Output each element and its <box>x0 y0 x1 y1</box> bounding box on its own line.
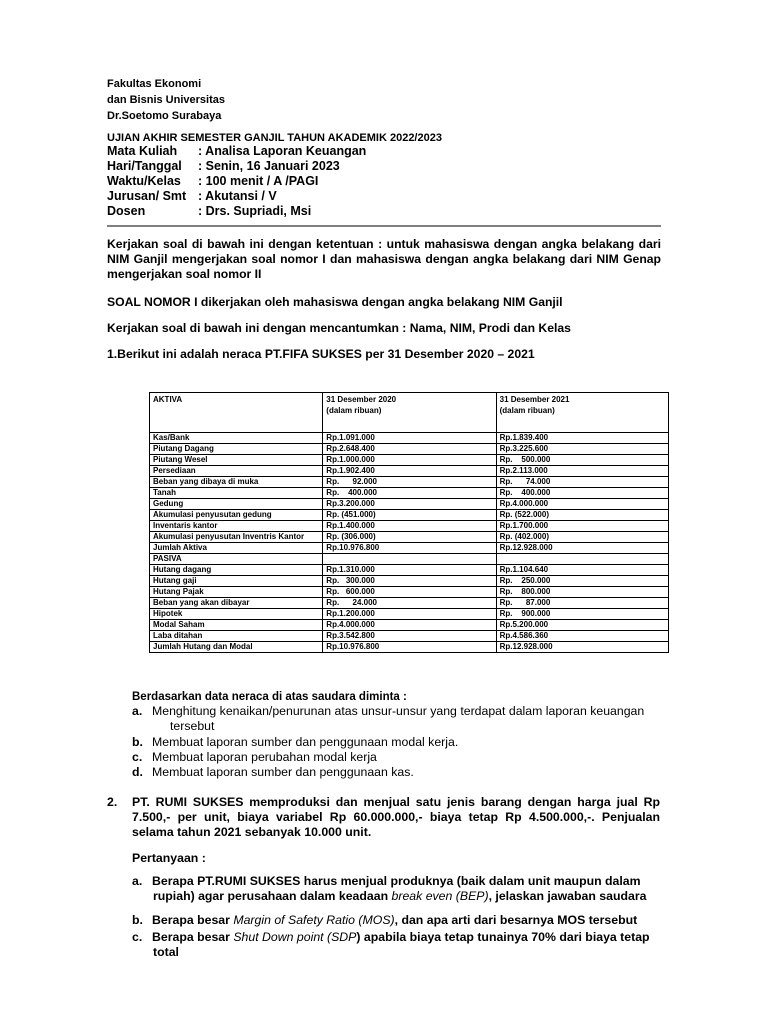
header-divider <box>107 225 661 227</box>
table-row <box>150 499 669 510</box>
value-2021: Rp. 500.000 <box>496 455 668 466</box>
row-label: Persediaan <box>150 466 323 477</box>
task-text: Membuat laporan sumber dan penggunaan kas. <box>152 765 414 779</box>
value-2021: Rp. (522.000) <box>496 510 668 521</box>
value-2020: Rp.3.542.800 <box>323 631 496 642</box>
value-2020: Rp. (451.000) <box>323 510 496 521</box>
value-2021: Rp. 800.000 <box>496 587 668 598</box>
faculty-line-1: Fakultas Ekonomi <box>107 78 202 90</box>
table-row <box>150 620 669 631</box>
task-marker: b. <box>132 735 143 749</box>
q2a-line1: Berapa PT.RUMI SUKSES harus menjual produknya (baik dalam unit maupun dalam <box>152 874 641 888</box>
value-2020: Rp. 92.000 <box>323 477 496 488</box>
table-row <box>150 642 669 653</box>
row-label: Modal Saham <box>150 620 323 631</box>
table-row <box>150 598 669 609</box>
value-2020: Rp.1.091.000 <box>323 433 496 444</box>
header-2020-date: 31 Desember 2020 <box>326 395 397 404</box>
row-label: Beban yang dibaya di muka <box>150 477 323 488</box>
table-header-row <box>150 393 669 433</box>
row-label: PASIVA <box>150 554 323 565</box>
faculty-line-3: Dr.Soetomo Surabaya <box>107 110 222 122</box>
table-row <box>150 576 669 587</box>
q2a-line2b: , jelaskan jawaban saudara <box>488 889 647 903</box>
q2c-b: ) apabila biaya tetap tunainya 70% dari biaya tetap <box>356 930 650 944</box>
value-2020: Rp.4.000.000 <box>323 620 496 631</box>
row-label: Piutang Wesel <box>150 455 323 466</box>
meta-key: Dosen <box>107 204 146 218</box>
row-label: Akumulasi penyusutan gedung <box>150 510 323 521</box>
value-2020: Rp.1.200.000 <box>323 609 496 620</box>
value-2020: Rp.1.310.000 <box>323 565 496 576</box>
row-label: Hutang Pajak <box>150 587 323 598</box>
q2c-a: Berapa besar <box>152 930 234 944</box>
table-row <box>150 488 669 499</box>
value-2020: Rp.1.000.000 <box>323 455 496 466</box>
table-row <box>150 455 669 466</box>
value-2021: Rp.1.104.640 <box>496 565 668 576</box>
q2b-marker: b. <box>132 913 143 927</box>
row-label: Gedung <box>150 499 323 510</box>
meta-row <box>107 174 318 189</box>
value-2021: Rp.5.200.000 <box>496 620 668 631</box>
table-row <box>150 631 669 642</box>
value-2020: Rp.10.976.800 <box>323 543 496 554</box>
value-2021: Rp.3.225.600 <box>496 444 668 455</box>
value-2021: Rp. 900.000 <box>496 609 668 620</box>
row-label: Beban yang akan dibayar <box>150 598 323 609</box>
q2a-bep: break even (BEP) <box>391 889 489 903</box>
table-row <box>150 466 669 477</box>
row-label: Jumlah Hutang dan Modal <box>150 642 323 653</box>
q2b-mos: Margin of Safety Ratio (MOS) <box>233 913 395 927</box>
value-2021: Rp. 74.000 <box>496 477 668 488</box>
header-2021 <box>496 393 668 433</box>
meta-row <box>107 144 366 159</box>
row-label: Hutang dagang <box>150 565 323 576</box>
tasks-intro: Berdasarkan data neraca di atas saudara diminta : <box>132 691 407 703</box>
question-2a <box>132 874 660 889</box>
meta-key: Jurusan/ Smt <box>107 189 187 203</box>
task-item <box>132 735 458 750</box>
row-label: Tanah <box>150 488 323 499</box>
value-2020: Rp.3.200.000 <box>323 499 496 510</box>
q2a-line2a: rupiah) agar perusahaan dalam keadaan <box>153 889 392 903</box>
value-2020: Rp.2.648.400 <box>323 444 496 455</box>
exam-title: UJIAN AKHIR SEMESTER GANJIL TAHUN AKADEMIK 2022/2023 <box>107 132 442 144</box>
q2a-marker: a. <box>132 874 143 888</box>
value-2021: Rp.2.113.000 <box>496 466 668 477</box>
question-2c <box>132 930 660 945</box>
q2c-marker: c. <box>132 930 143 944</box>
header-2020 <box>323 393 496 433</box>
row-label: Kas/Bank <box>150 433 323 444</box>
q2b-b: , dan apa arti dari besarnya MOS tersebut <box>394 913 638 927</box>
value-2020: Rp.1.902.400 <box>323 466 496 477</box>
question-2b <box>132 913 660 928</box>
task-marker: a. <box>132 704 143 718</box>
q2b-a: Berapa besar <box>152 913 234 927</box>
row-label: Piutang Dagang <box>150 444 323 455</box>
header-2021-date: 31 Desember 2021 <box>499 395 570 404</box>
table-row <box>150 433 669 444</box>
value-2020: Rp. 600.000 <box>323 587 496 598</box>
table-row <box>150 477 669 488</box>
value-2021 <box>496 554 668 565</box>
table-row <box>150 510 669 521</box>
value-2021: Rp. 250.000 <box>496 576 668 587</box>
table-row <box>150 587 669 598</box>
header-2020-unit: (dalam ribuan) <box>326 406 382 415</box>
meta-row <box>107 159 340 174</box>
value-2020: Rp. 300.000 <box>323 576 496 587</box>
value-2020: Rp. 400.000 <box>323 488 496 499</box>
task-text: Menghitung kenaikan/penurunan atas unsur-unsur yang terdapat dalam laporan keuangan <box>152 704 645 718</box>
value-2020: Rp.10.976.800 <box>323 642 496 653</box>
question-2a-cont <box>153 889 660 904</box>
meta-value: : Drs. Supriadi, Msi <box>198 204 312 218</box>
row-label: Jumlah Aktiva <box>150 543 323 554</box>
value-2021: Rp.4.000.000 <box>496 499 668 510</box>
value-2020: Rp. (306.000) <box>323 532 496 543</box>
task-item <box>132 765 414 780</box>
meta-value: : Akutansi / V <box>198 189 277 203</box>
balance-sheet-table <box>149 392 669 653</box>
value-2021: Rp. (402.000) <box>496 532 668 543</box>
row-label: Hipotek <box>150 609 323 620</box>
q2c-sdp: Shut Down point (SDP <box>233 930 357 944</box>
table-row <box>150 521 669 532</box>
identity-instruction: Kerjakan soal di bawah ini dengan mencantumkan : Nama, NIM, Prodi dan Kelas <box>107 321 571 335</box>
question-2-text: PT. RUMI SUKSES memproduksi dan menjual satu jenis barang dengan harga jual Rp 7.500,- per unit, biaya variabel Rp 60.000.000,- biaya tetap Rp 4.500.000,-. Penjualan selama tahun 2021 sebanyak 10.000 unit. <box>132 795 660 839</box>
value-2021: Rp.1.700.000 <box>496 521 668 532</box>
value-2020: Rp.1.400.000 <box>323 521 496 532</box>
question-2-number: 2. <box>107 795 118 809</box>
row-label: Laba ditahan <box>150 631 323 642</box>
row-label: Hutang gaji <box>150 576 323 587</box>
table-row <box>150 554 669 565</box>
meta-row <box>107 204 311 219</box>
value-2020: Rp. 24.000 <box>323 598 496 609</box>
task-marker: c. <box>132 750 143 764</box>
value-2021: Rp.4.586.360 <box>496 631 668 642</box>
value-2021: Rp. 87.000 <box>496 598 668 609</box>
task-marker: d. <box>132 765 143 779</box>
table-row <box>150 444 669 455</box>
question-2c-cont: total <box>153 945 179 959</box>
table-row <box>150 532 669 543</box>
pertanyaan-label: Pertanyaan : <box>132 851 206 865</box>
task-text: Membuat laporan sumber dan penggunaan modal kerja. <box>152 735 459 749</box>
header-2021-unit: (dalam ribuan) <box>499 406 555 415</box>
meta-value: : 100 menit / A /PAGI <box>198 174 319 188</box>
instruction-rule: Kerjakan soal di bawah ini dengan ketentuan : untuk mahasiswa dengan angka belakang dari NIM Ganjil mengerjakan soal nomor I dan mahasiswa dengan angka belakang dari NIM Genap mengerjakan soal nomor II <box>107 237 661 281</box>
table-row <box>150 565 669 576</box>
task-text: Membuat laporan perubahan modal kerja <box>152 750 377 764</box>
faculty-line-2: dan Bisnis Universitas <box>107 94 225 106</box>
meta-key: Hari/Tanggal <box>107 159 182 173</box>
table-body <box>150 433 669 653</box>
meta-value: : Senin, 16 Januari 2023 <box>198 159 340 173</box>
task-item <box>132 704 644 719</box>
row-label: Inventaris kantor <box>150 521 323 532</box>
table-row <box>150 543 669 554</box>
meta-key: Mata Kuliah <box>107 144 178 158</box>
value-2021: Rp.12.928.000 <box>496 642 668 653</box>
meta-key: Waktu/Kelas <box>107 174 181 188</box>
soal-1-heading: SOAL NOMOR I dikerjakan oleh mahasiswa dengan angka belakang NIM Ganjil <box>107 295 563 309</box>
task-item-continuation: tersebut <box>170 719 215 733</box>
question-1-intro: 1.Berikut ini adalah neraca PT.FIFA SUKSES per 31 Desember 2020 – 2021 <box>107 347 535 361</box>
value-2020 <box>323 554 496 565</box>
meta-row <box>107 189 277 204</box>
meta-value: : Analisa Laporan Keuangan <box>198 144 367 158</box>
value-2021: Rp.1.839.400 <box>496 433 668 444</box>
task-item <box>132 750 377 765</box>
value-2021: Rp. 400.000 <box>496 488 668 499</box>
header-aktiva: AKTIVA <box>150 393 323 433</box>
value-2021: Rp.12.928.000 <box>496 543 668 554</box>
row-label: Akumulasi penyusutan Inventris Kantor <box>150 532 323 543</box>
table-row <box>150 609 669 620</box>
